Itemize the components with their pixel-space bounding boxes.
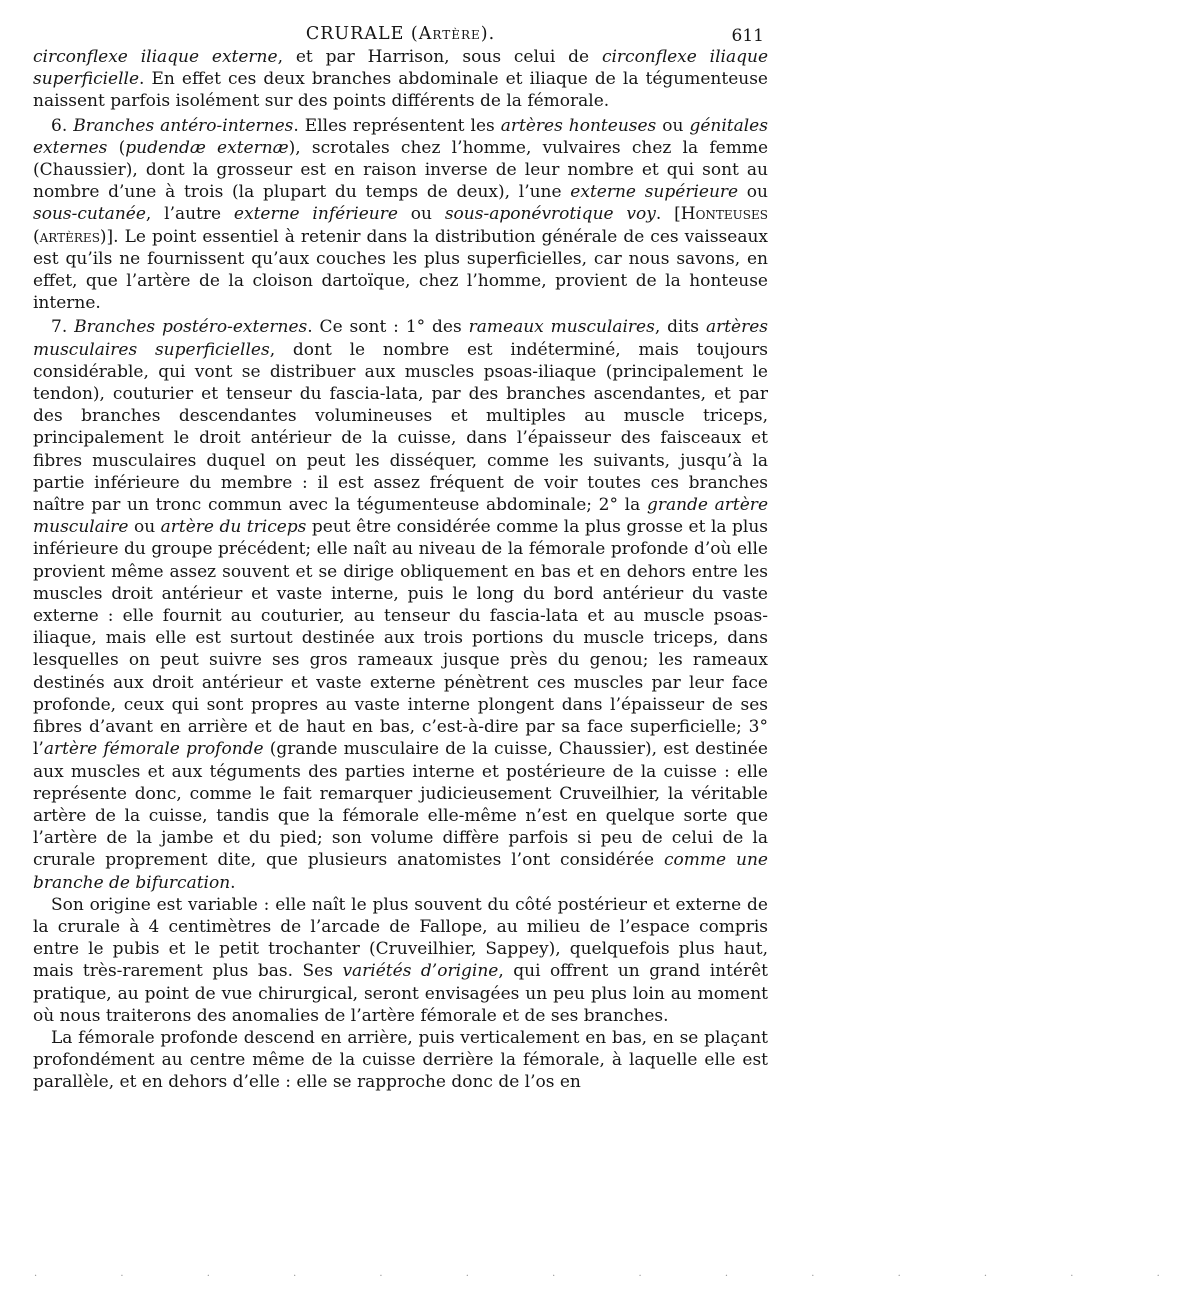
italic-text: artères honteuses — [500, 115, 657, 136]
text-run: La fémorale profonde descend en arrière, puis verticalement en bas, en se plaçant profondément au centre même de la cuisse derrière la fémorale, à laquelle elle est parallèle, et en dehors d’elle : elle se rapproche donc de l’os en — [33, 1027, 768, 1093]
italic-text: rameaux musculaires — [468, 317, 655, 338]
italic-text: artère du triceps — [160, 517, 307, 538]
text-run: 7. — [51, 317, 75, 338]
italic-text: artère fémorale profonde — [43, 739, 264, 760]
text-run: . [ — [655, 204, 681, 225]
text-run: ou — [738, 182, 768, 203]
running-title — [33, 24, 768, 44]
text-run: Son origine est variable : elle naît le plus souvent du côté postérieur et externe de la crurale à 4 centimètres de l’arcade de Fallope, au milieu de l’espace compris entre le pubis et le petit trochanter (Cruveilhier, Sappey), quelquefois plus haut, mais très-rarement plus bas. Ses — [33, 894, 768, 982]
italic-text: grande artère musculaire — [33, 495, 768, 538]
text-run: , et par Harrison, sous celui de — [277, 47, 602, 67]
text-run: )]. Le point essentiel à retenir dans la distribution générale de ces vaisseaux est qu’ils ne fournissent qu’aux couches les plus superficielles, car nous savons, en effet, que l’artère de la cloison dartoïque, chez l’homme, provient de la honteuse interne. — [33, 226, 768, 314]
text-run: ( — [107, 137, 126, 158]
text-run: ou — [397, 204, 445, 225]
italic-text: sous-aponévrotique voy — [444, 204, 656, 225]
paragraph-origine — [33, 894, 768, 1027]
text-run: ( — [33, 226, 40, 247]
text-run: . — [230, 872, 236, 893]
text-run: ou — [656, 115, 690, 136]
italic-text: Branches antéro-internes — [73, 115, 294, 136]
running-title-artere: Artère — [418, 24, 481, 44]
text-run: 6. — [51, 115, 74, 136]
page-header — [33, 14, 768, 44]
text-run: , dont le nombre est indéterminé, mais toujours considérable, qui vont se distribuer aux muscles psoas-iliaque (principalement le tendon), couturier et tenseur du fascia-lata, par des branches ascendantes, et par des branches descendantes volumineuses et multiples au muscle triceps, principalement le droit antérieur de la cuisse, dans l’épaisseur des faisceaux et fibres musculaires duquel on peut les disséquer, comme les suivants, jusqu’à la partie inférieure du membre : il est assez fréquent de voir toutes ces branches naître par un tronc commun avec la tégumenteuse abdominale; 2° la — [33, 339, 768, 516]
scan-margin-marks: · · · · · · · · · · · · · · — [34, 1271, 1200, 1282]
small-caps-text: artères — [39, 226, 100, 247]
small-caps-text: Honteuses — [680, 204, 768, 225]
paragraph — [33, 46, 768, 113]
text-run: . Elles représentent les — [293, 115, 501, 136]
body-text — [33, 46, 768, 1094]
text-run: . En effet ces deux branches abdominale et iliaque de la tégumenteuse naissent parfois isolément sur des points différents de la fémorale. — [33, 69, 768, 112]
italic-text: externe supérieure — [570, 182, 739, 203]
italic-text: comme une branche de bifurcation — [33, 850, 768, 893]
text-run: ), scrotales chez l’homme, vulvaires chez la femme (Chaussier), dont la grosseur est en raison inverse de leur nombre et qui sont au nombre d’une à trois (la plupart du temps de deux), l’une — [33, 137, 768, 203]
italic-text: sous-cutanée — [33, 204, 146, 225]
text-run: (grande musculaire de la cuisse, Chaussier), est destinée aux muscles et aux téguments des parties interne et postérieure de la cuisse : elle représente donc, comme le fait remarquer judicieusement Cruveilhier, la véritable artère de la cuisse, tandis que la fémorale elle-même n’est en quelque sorte que l’artère de la jambe et du pied; son volume diffère parfois si peu de celui de la crurale proprement dite, que plusieurs anatomistes l’ont considérée — [33, 739, 768, 871]
paragraph-section-7 — [33, 316, 768, 893]
text-run: , qui offrent un grand intérêt pratique, au point de vue chirurgical, seront envisagées un peu plus loin au moment où nous traiterons des anomalies de l’artère fémorale et de ses branches. — [33, 961, 769, 1026]
italic-text: artères musculaires superficielles — [33, 317, 769, 360]
paragraph-trajet — [33, 1027, 768, 1094]
paragraph-section-6 — [33, 115, 768, 315]
italic-text: génitales externes — [33, 115, 768, 158]
italic-text: variétés d’origine — [342, 961, 499, 982]
italic-text: externe inférieure — [233, 204, 398, 225]
italic-text: Branches postéro-externes — [74, 317, 308, 338]
running-title-end: ). — [480, 24, 496, 44]
italic-text: circonflexe iliaque superficielle — [33, 47, 768, 90]
running-title-main: CRURALE ( — [305, 24, 419, 44]
italic-text: pudendæ externæ — [125, 137, 289, 158]
text-run: , dits — [654, 317, 706, 338]
text-run: ou — [128, 517, 161, 538]
text-run: , l’autre — [145, 204, 234, 225]
page-number: 611 — [731, 26, 764, 46]
text-run: . Ce sont : 1° des — [307, 317, 469, 338]
italic-text: circonflexe iliaque externe — [33, 47, 278, 67]
text-run: peut être considérée comme la plus grosse et la plus inférieure du groupe précédent; elle naît au niveau de la fémorale profonde d’où elle provient même assez souvent et se dirige obliquement en bas et en dehors entre les muscles droit antérieur et vaste interne, puis le long du bord antérieur du vaste externe : elle fournit au couturier, au tenseur du fascia-lata et au muscle psoas-iliaque, mais elle est surtout destinée aux trois portions du muscle triceps, dans lesquelles on peut suivre ses gros rameaux jusque près du genou; les rameaux destinés aux droit antérieur et vaste externe pénètrent ces muscles par leur face profonde, ceux qui sont propres au vaste interne plongent dans l’épaisseur de ses fibres d’avant en arrière et de haut en bas, c’est-à-dire par sa face superficielle; 3° l’ — [33, 517, 768, 760]
